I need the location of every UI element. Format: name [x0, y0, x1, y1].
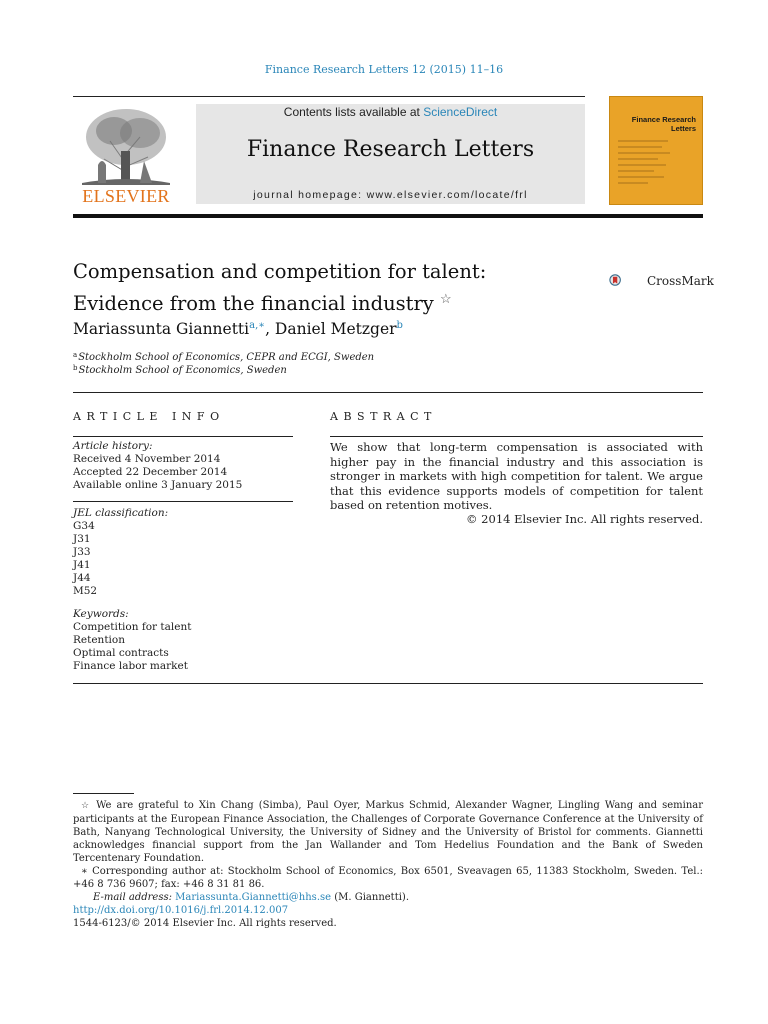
email-label: E-mail address: — [93, 892, 172, 903]
header-rule — [73, 96, 585, 97]
header-thick-rule — [73, 214, 703, 218]
article-title — [73, 258, 593, 318]
history-label: Article history: — [73, 440, 153, 452]
history-item: Available online 3 January 2015 — [73, 479, 243, 491]
crossmark-icon[interactable] — [609, 263, 645, 297]
journal-cover — [609, 96, 703, 205]
acknowledgment-footnote: ☆ We are grateful to Xin Chang (Simba), Paul Oyer, Markus Schmid, Alexander Wagner, Lingling Wang and seminar participants at the European Finance Association, the Challenges of Corporate Governance Conference at the University of Bath, Nanyang Technological University, the University of Sidney and the University of Bristol for comments. Giannetti acknowledges financial support from the Jan Wallander and Tom Hedelius Foundation and the Bank of Sweden Tercentenary Foundation. — [73, 800, 704, 864]
front-matter-rule — [73, 683, 703, 684]
abstract-text: We show that long-term compensation is associated with higher pay in the financial industry and this association is stronger in markets with high competition for talent. We argue that this evidence supports models of competition for talent based on retention motives. — [330, 440, 703, 512]
author-name[interactable]: Mariassunta Giannetti — [73, 320, 250, 338]
jel-code: J31 — [73, 533, 91, 545]
elsevier-wordmark: ELSEVIER — [82, 186, 170, 206]
asterisk-note-icon: ∗ — [81, 866, 88, 877]
star-note-icon: ☆ — [81, 801, 91, 811]
keyword: Optimal contracts — [73, 647, 169, 659]
article-title-line1: Compensation and competition for talent: — [73, 260, 487, 283]
jel-code: J44 — [73, 572, 91, 584]
history-item: Received 4 November 2014 — [73, 453, 221, 465]
journal-title: Finance Research Letters — [246, 137, 535, 162]
jel-classification — [73, 507, 293, 598]
affiliation: $^b$Stockholm School of Economics, Sweden — [73, 364, 287, 376]
sciencedirect-link[interactable]: ScienceDirect — [423, 105, 498, 119]
crossmark-label[interactable]: CrossMark — [647, 274, 714, 288]
article-info-heading: ARTICLE INFO — [73, 410, 225, 423]
history-item: Accepted 22 December 2014 — [73, 466, 228, 478]
keywords-label: Keywords: — [73, 608, 129, 620]
jel-code: G34 — [73, 520, 95, 532]
footnotes — [73, 799, 703, 904]
email-footnote — [73, 891, 703, 904]
keyword: Retention — [73, 634, 125, 646]
cover-contents-lines — [618, 139, 673, 189]
abstract-copyright: © 2014 Elsevier Inc. All rights reserved. — [466, 512, 703, 526]
article-title-line2: Evidence from the financial industry ☆ — [73, 292, 452, 315]
article-history — [73, 440, 293, 492]
author-name[interactable]: Daniel Metzger — [274, 320, 397, 338]
keyword: Finance labor market — [73, 660, 188, 672]
footnote-rule — [73, 793, 134, 794]
contents-prefix: Contents lists available at — [283, 105, 424, 119]
article-info-rule — [73, 436, 293, 437]
jel-code: J41 — [73, 559, 91, 571]
email-suffix: (M. Giannetti). — [334, 892, 409, 903]
abstract-rule — [330, 436, 703, 437]
journal-citation[interactable]: Finance Research Letters 12 (2015) 11–16 — [264, 63, 504, 76]
author-list — [73, 320, 403, 338]
affiliation: $^a$Stockholm School of Economics, CEPR and ECGI, Sweden — [73, 351, 375, 363]
journal-homepage[interactable]: journal homepage: www.elsevier.com/locate/frl — [253, 189, 528, 201]
abstract-heading: ABSTRACT — [330, 410, 437, 423]
jel-rule — [73, 501, 293, 502]
contents-line — [196, 105, 585, 119]
author-separator: , — [265, 320, 275, 338]
jel-code: J33 — [73, 546, 91, 558]
author-affiliation-mark[interactable]: b — [396, 320, 403, 331]
jel-label: JEL classification: — [73, 507, 169, 519]
cover-title-line2: Letters — [670, 124, 696, 133]
corresponding-footnote: ∗ Corresponding author at: Stockholm School of Economics, Box 6501, Sveavagen 65, 11383 Stockholm, Sweden. Tel.: +46 8 736 9607; fax: +46 8 31 81 86. — [73, 866, 703, 890]
keyword: Competition for talent — [73, 621, 192, 633]
title-note-star-icon[interactable]: ☆ — [440, 292, 452, 307]
email-link[interactable]: Mariassunta.Giannetti@hhs.se — [175, 892, 332, 903]
issn-line: 1544-6123/© 2014 Elsevier Inc. All rights reserved. — [73, 918, 337, 929]
keywords — [73, 608, 293, 673]
cover-title — [610, 115, 696, 133]
cover-title-line1: Finance Research — [631, 115, 696, 124]
author-affiliation-mark[interactable]: a,∗ — [249, 320, 266, 331]
jel-code: M52 — [73, 585, 98, 597]
doi-link[interactable]: http://dx.doi.org/10.1016/j.frl.2014.12.007 — [73, 905, 289, 916]
section-rule — [73, 392, 703, 393]
